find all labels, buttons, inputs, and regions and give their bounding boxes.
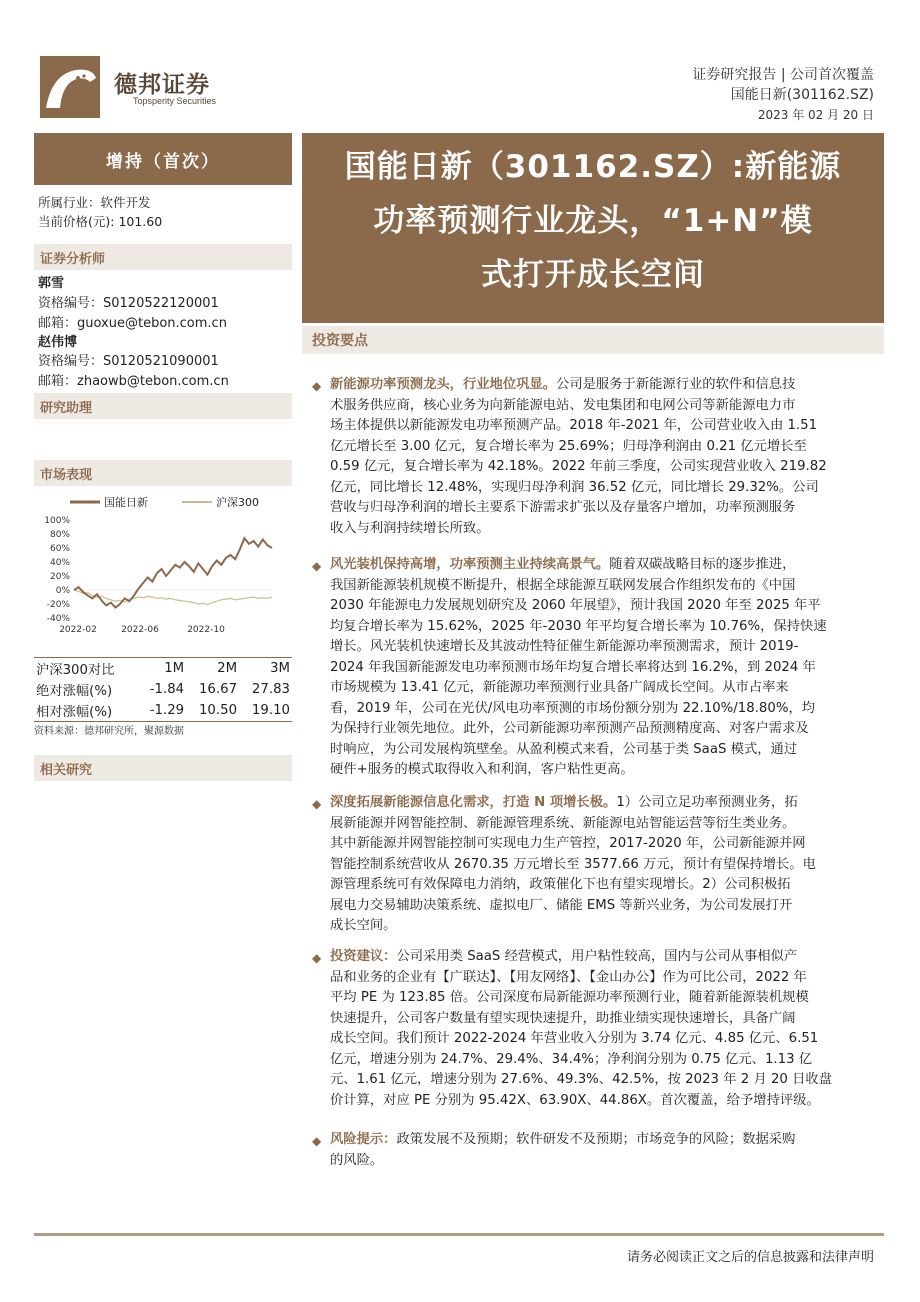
y-tick-label: 80% (49, 530, 70, 540)
paragraph-line: 亿元，增速分别为 24.7%、29.4%、34.4%；净利润分别为 0.75 亿元、1.13 亿 (330, 1051, 813, 1067)
brand-name-cn: 德邦证券 (114, 72, 210, 98)
assistant-heading: 研究助理 (34, 393, 292, 419)
table-row (34, 700, 292, 722)
paragraph-line: 智能控制系统营收从 2670.35 万元增长至 3577.66 万元，预计有望保持增长。电 (330, 856, 816, 872)
analyst-email[interactable]: 邮箱：guoxue@tebon.com.cn (38, 316, 227, 331)
key-point-paragraph (330, 947, 878, 1111)
x-tick-label: 2022-10 (187, 625, 225, 635)
paragraph-line: 元、1.61 亿元，增速分别为 27.6%、49.3%、42.5%，按 2023 年 2 月 20 日收盘 (330, 1072, 833, 1087)
x-tick-label: 2022-06 (121, 625, 159, 635)
analyst-name: 赵伟博 (38, 335, 78, 350)
paragraph-line: 展新能源并网智能控制、新能源管理系统、新能源电站智能运营等衍生类业务。 (330, 815, 796, 831)
report-date: 2023 年 02 月 20 日 (757, 108, 874, 122)
paragraph-line: 我国新能源装机规模不断提升，根据全球能源互联网发展合作组织发布的《中国 (330, 577, 796, 593)
report-type: 证券研究报告 | 公司首次覆盖 (692, 67, 874, 83)
table-cell: 16.67 (198, 682, 238, 697)
table-cell: 10.50 (186, 700, 239, 722)
paragraph-line: 均复合增长率为 15.62%，2025 年-2030 年平均复合增长率为 10.76%，保持快速 (330, 618, 827, 634)
table-header-cell: 1M (138, 658, 186, 680)
y-tick-label: 60% (49, 544, 70, 554)
paragraph-line: 硬件+服务的模式取得收入和利润，客户粘性更高。 (330, 762, 634, 777)
legend-label-stock: 国能日新 (104, 496, 148, 509)
bullet-diamond-icon: ◆ (312, 559, 322, 573)
paragraph-line: 价计算，对应 PE 分别为 95.42X、63.90X、44.86X。首次覆盖，给予增持评级。 (330, 1092, 820, 1108)
table-cell: 绝对涨幅(%) (36, 684, 113, 699)
y-tick-label: 0% (55, 586, 70, 596)
paragraph-line: 亿元，同比增长 12.48%，实现归母净利润 36.52 亿元，同比增长 29.32%。公司 (330, 479, 819, 495)
related-heading: 相关研究 (34, 755, 292, 781)
table-cell: 27.83 (251, 682, 290, 697)
y-tick-label: -20% (46, 600, 70, 610)
paragraph-line: 成长空间。 (330, 918, 397, 933)
price-label: 当前价格(元): (38, 214, 115, 229)
paragraph-line: 收入与利润持续增长所致。 (330, 520, 490, 536)
x-tick-label: 2022-02 (59, 625, 97, 635)
analysts-heading: 证券分析师 (34, 244, 292, 270)
brand-name-en: Topsperity Securities (133, 96, 217, 106)
y-tick-label: 20% (49, 572, 70, 582)
paragraph-line: 看，2019 年，公司在光伏/风电功率预测的市场份额分别为 22.10%/18.80%，均 (330, 700, 816, 716)
analyst-email[interactable]: 邮箱：zhaowb@tebon.com.cn (38, 374, 229, 389)
paragraph-line: 随着双碳战略目标的逐步推进， (609, 557, 796, 572)
table-cell: -1.84 (149, 682, 185, 697)
paragraph-line: 政策发展不及预期；软件研发不及预期；市场竞争的风险；数据采购 (396, 1132, 796, 1147)
title-line: 国能日新（301162.SZ）:新能源 (344, 149, 842, 185)
paragraph-line: 平均 PE 为 123.85 倍。公司深度布局新能源功率预测行业，随着新能源装机规模 (330, 990, 809, 1005)
key-point-lead: 深度拓展新能源信息化需求，打造 N 项增长极。 (330, 795, 617, 810)
paragraph-line: 其中新能源并网智能控制可实现电力生产管控，2017-2020 年，公司新能源并网 (330, 836, 806, 851)
table-header-row (34, 658, 292, 680)
bullet-diamond-icon: ◆ (312, 951, 322, 965)
key-point-paragraph (330, 375, 878, 539)
industry: 所属行业：软件开发 (38, 195, 151, 210)
table-cell: -1.29 (138, 700, 186, 722)
title-line: 功率预测行业龙头，“1+N”模 (373, 203, 813, 239)
market-performance-chart (34, 490, 292, 648)
leopard-logo-icon (40, 56, 100, 118)
analyst-cert: 资格编号：S0120522120001 (38, 296, 219, 311)
current-price (38, 212, 162, 230)
paragraph-line: 的风险。 (330, 1152, 384, 1168)
table-header-cell: 3M (239, 658, 292, 680)
table-header-cell: 沪深300对比 (34, 658, 138, 680)
table-row (34, 679, 292, 700)
bullet-diamond-icon: ◆ (312, 1134, 322, 1148)
price-value: 101.60 (118, 214, 163, 229)
legend-label-index: 沪深300 (216, 496, 259, 509)
key-point-paragraph (330, 793, 878, 937)
key-point-lead: 风险提示： (330, 1132, 397, 1147)
paragraph-line: 2024 年我国新能源发电功率预测市场年均复合增长率将达到 16.2%，到 2024 年 (330, 659, 816, 675)
paragraph-line: 成长空间。我们预计 2022-2024 年营业收入分别为 3.74 亿元、4.85 亿元、6.51 (330, 1031, 819, 1046)
key-points-heading: 投资要点 (302, 326, 884, 354)
table-header-cell: 2M (186, 658, 239, 680)
key-point-lead: 投资建议： (330, 949, 397, 964)
rating-badge: 增持（首次） (34, 133, 292, 185)
paragraph-line: 术服务供应商，核心业务为向新能源电站、发电集团和电网公司等新能源电力市 (330, 397, 796, 413)
stock-code: 国能日新(301162.SZ) (730, 87, 874, 103)
y-tick-label: -40% (46, 614, 70, 624)
performance-table (34, 657, 292, 722)
paragraph-line: 1）公司立足功率预测业务，拓 (616, 795, 798, 810)
paragraph-line: 0.59 亿元，复合增长率为 42.18%。2022 年前三季度，公司实现营业收入 219.82 (330, 459, 827, 474)
paragraph-line: 时响应，为公司发展构筑壁垒。从盈利模式来看，公司基于类 SaaS 模式，通过 (330, 741, 798, 757)
bullet-diamond-icon: ◆ (312, 797, 322, 811)
title-line: 式打开成长空间 (481, 257, 705, 293)
paragraph-line: 快速提升，公司客户数量有望实现快速提升，助推业绩实现快速增长，具备广阔 (330, 1010, 796, 1026)
y-tick-label: 40% (49, 558, 70, 568)
footer-divider (34, 1233, 884, 1236)
chart-legend (70, 495, 259, 509)
table-cell: 相对涨幅(%) (34, 700, 138, 722)
key-point-lead: 新能源功率预测龙头，行业地位巩显。 (330, 377, 557, 392)
paragraph-line: 公司采用类 SaaS 经营模式，用户粘性较高，国内与公司从事相似产 (396, 949, 798, 964)
paragraph-line: 为保持行业领先地位。此外，公司新能源功率预测产品预测精度高、对客户需求及 (330, 721, 809, 736)
paragraph-line: 营收与归母净利润的增长主要系下游需求扩张以及存量客户增加，功率预测服务 (330, 500, 796, 515)
y-tick-label: 100% (44, 516, 70, 526)
paragraph-line: 场主体提供以新能源发电功率预测产品。2018 年-2021 年，公司营业收入由 1.51 (330, 418, 818, 433)
market-heading: 市场表现 (34, 460, 292, 486)
analyst-name: 郭雪 (38, 276, 65, 291)
paragraph-line: 增长。风光装机快速增长及其波动性特征催生新能源功率预测需求，预计 2019- (330, 639, 799, 654)
paragraph-line: 亿元增长至 3.00 亿元，复合增长率为 25.69%；归母净利润由 0.21 亿元增长至 (330, 438, 807, 454)
key-point-paragraph (330, 1130, 878, 1171)
disclaimer[interactable]: 请务必阅读正文之后的信息披露和法律声明 (626, 1250, 874, 1265)
paragraph-line: 市场规模为 13.41 亿元，新能源功率预测行业具备广阔成长空间。从市占率来 (330, 680, 789, 695)
paragraph-line: 公司是服务于新能源行业的软件和信息技 (556, 377, 796, 392)
paragraph-line: 品和业务的企业有【广联达】、【用友网络】、【金山办公】作为可比公司，2022 年 (330, 969, 807, 985)
table-cell: 19.10 (239, 700, 292, 722)
analyst-cert: 资格编号：S0120521090001 (38, 354, 219, 369)
key-point-lead: 风光装机保持高增，功率预测主业持续高景气。 (330, 557, 610, 572)
logo-mark (40, 56, 100, 118)
report-title (302, 133, 884, 323)
bullet-diamond-icon: ◆ (312, 379, 322, 393)
paragraph-line: 源管理系统可有效保障电力消纳，政策催化下也有望实现增长。2）公司积极拓 (330, 877, 791, 892)
paragraph-line: 展电力交易辅助决策系统、虚拟电厂、储能 EMS 等新兴业务，为公司发展打开 (330, 897, 793, 913)
data-source: 资料来源：德邦研究所，聚源数据 (34, 726, 184, 737)
paragraph-line: 2030 年能源电力发展规划研究及 2060 年展望》，预计我国 2020 年至 2025 年平 (330, 598, 821, 613)
key-point-paragraph (330, 555, 878, 781)
